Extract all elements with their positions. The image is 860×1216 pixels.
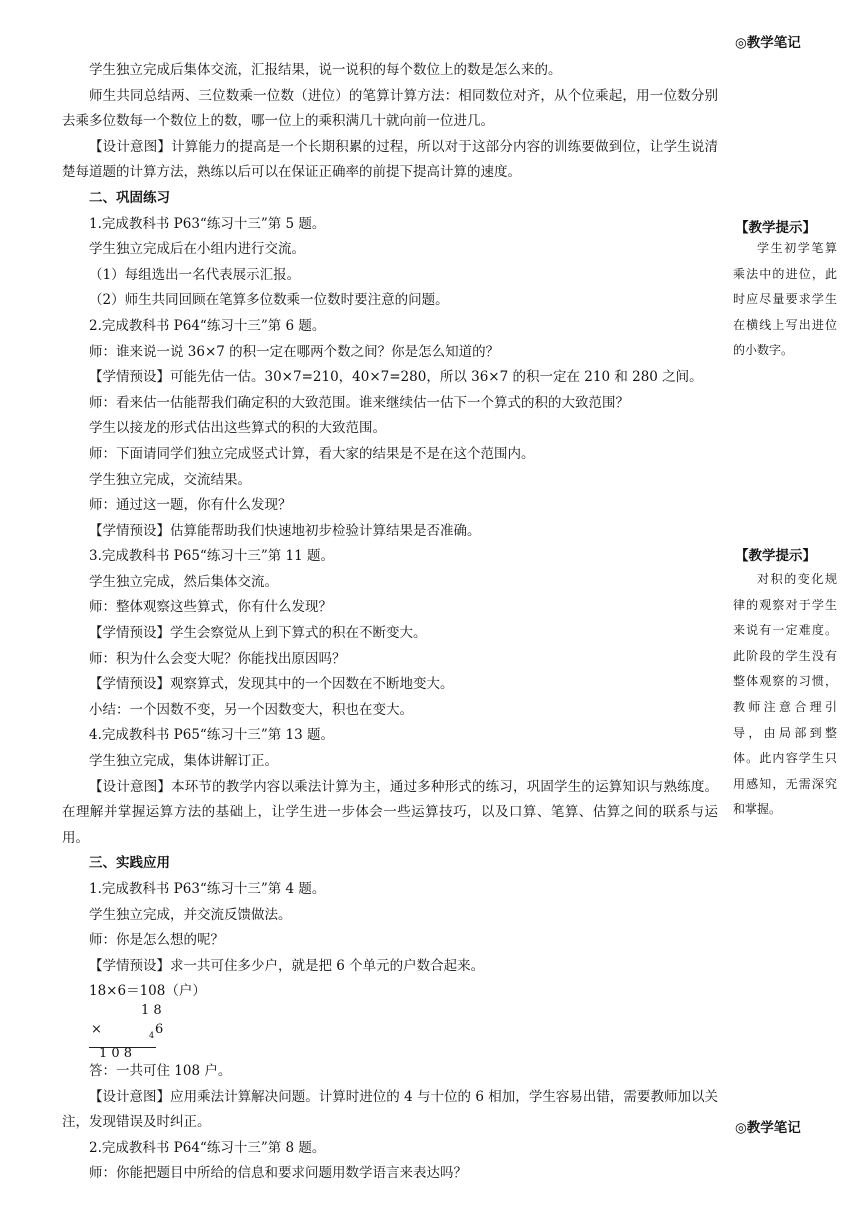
teacher-line: 师：整体观察这些算式，你有什么发现？ [89, 599, 332, 616]
paragraph: 师生共同总结两、三位数乘一位数（进位）的笔算计算方法：相同数位对齐，从个位乘起，用一位数分别去乘多位数每一个数位上的数，哪一位上的乘积满几十就向前一位进几。 [62, 87, 718, 130]
summary-line: 小结：一个因数不变，另一个因数变大，积也在变大。 [89, 701, 413, 718]
product: 1 0 8 [99, 1045, 133, 1061]
paragraph: 学生独立完成，并交流反馈做法。 [89, 906, 292, 923]
paragraph: 学生独立完成后集体交流，汇报结果，说一说积的每个数位上的数是怎么来的。 [89, 62, 562, 78]
lesson-body [62, 58, 718, 1187]
student-preview: 【学情预设】可能先估一估。30×7=210，40×7=280，所以 36×7 的积一定在 210 和 280 之间。 [89, 369, 703, 386]
student-preview: 【学情预设】估算能帮助我们快速地初步检验计算结果是否准确。 [89, 522, 481, 539]
multiplicand: 1 8 [141, 1002, 162, 1018]
carry-digit: 4 [149, 1030, 155, 1040]
teaching-tip-paragraph: 学生初学笔算乘法中的进位，此时应尽量要求学生在横线上写出进位的小数字。 [733, 241, 837, 358]
student-preview: 【学情预设】求一共可住多少户，就是把 6 个单元的户数合起来。 [89, 957, 485, 974]
section-heading: 二、巩固练习 [89, 189, 170, 206]
teacher-line: 师：你能把题目中所给的信息和要求问题用数学语言来表达吗？ [89, 1165, 467, 1182]
exercise-item: 2.完成教科书 P64“练习十三”第 6 题。 [89, 317, 326, 334]
exercise-item: 1.完成教科书 P63“练习十三”第 4 题。 [89, 881, 326, 897]
exercise-item: 4.完成教科书 P65“练习十三”第 13 题。 [89, 727, 334, 744]
teaching-tip-title: 【教学提示】 [735, 220, 816, 236]
teacher-line: 师：看来估一估能帮我们确定积的大致范围。谁来继续估一估下一个算式的积的大致范围？ [89, 394, 629, 411]
multiplier: 6 [155, 1021, 164, 1037]
exercise-item: 3.完成教科书 P65“练习十三”第 11 题。 [89, 548, 334, 565]
exercise-item: 2.完成教科书 P64“练习十三”第 8 题。 [89, 1139, 326, 1156]
teaching-notes-title: ◎教学笔记 [735, 35, 801, 51]
teaching-tip-paragraph: 对积的变化规律的观察对于学生来说有一定难度。此阶段的学生没有整体观察的习惯，教师注意合理引导，由局部到整体。此内容学生只用感知，无需深究和掌握。 [733, 572, 837, 817]
teacher-line: 师：下面请同学们独立完成竖式计算，看大家的结果是不是在这个范围内。 [89, 445, 535, 462]
student-preview: 【学情预设】学生会察觉从上到下算式的积在不断变大。 [89, 625, 427, 642]
equation: 18×6＝108（户） [89, 983, 206, 1000]
paragraph: 学生独立完成，集体讲解订正。 [89, 753, 278, 770]
paragraph: 学生独立完成，交流结果。 [89, 471, 251, 488]
teacher-line: 师：你是怎么想的呢？ [89, 932, 224, 949]
paragraph: 学生以接龙的形式估出这些算式的积的大致范围。 [89, 420, 386, 437]
teaching-tip-title: 【教学提示】 [735, 548, 816, 564]
paragraph: （1）每组选出一名代表展示汇报。 [89, 266, 301, 283]
design-intent: 【设计意图】计算能力的提高是一个长期积累的过程，所以对于这部分内容的训练要做到位，让学生说清楚每道题的计算方法，熟练以后可以在保证正确率的前提下提高计算的速度。 [62, 138, 718, 181]
answer-line: 答：一共可住 108 户。 [89, 1062, 232, 1079]
teacher-line: 师：谁来说一说 36×7 的积一定在哪两个数之间？你是怎么知道的？ [89, 343, 500, 360]
student-preview: 【学情预设】观察算式，发现其中的一个因数在不断地变大。 [89, 676, 454, 693]
section-heading: 三、实践应用 [89, 855, 170, 872]
teacher-line: 师：积为什么会变大呢？你能找出原因吗？ [89, 650, 346, 667]
exercise-item: 1.完成教科书 P63“练习十三”第 5 题。 [89, 215, 326, 232]
paragraph: （2）师生共同回顾在笔算多位数乘一位数时要注意的问题。 [89, 292, 449, 309]
design-intent: 【设计意图】应用乘法计算解决问题。计算时进位的 4 与十位的 6 相加，学生容易出错，需要教师加以关注，发现错误及时纠正。 [62, 1088, 718, 1131]
times-sign: × [91, 1021, 102, 1037]
paragraph: 学生独立完成后在小组内进行交流。 [89, 241, 305, 258]
teacher-line: 师：通过这一题，你有什么发现？ [89, 497, 292, 514]
paragraph: 学生独立完成，然后集体交流。 [89, 573, 278, 590]
teaching-tip-text [733, 236, 837, 364]
teaching-notes-title: ◎教学笔记 [735, 1120, 801, 1136]
vertical-multiplication [89, 1002, 289, 1067]
teaching-tip-text [733, 567, 837, 823]
design-intent: 【设计意图】本环节的教学内容以乘法计算为主，通过多种形式的练习，巩固学生的运算知识与熟练度。在理解并掌握运算方法的基础上，让学生进一步体会一些运算技巧，以及口算、笔算、估算之间的联系与运用。 [62, 778, 718, 846]
